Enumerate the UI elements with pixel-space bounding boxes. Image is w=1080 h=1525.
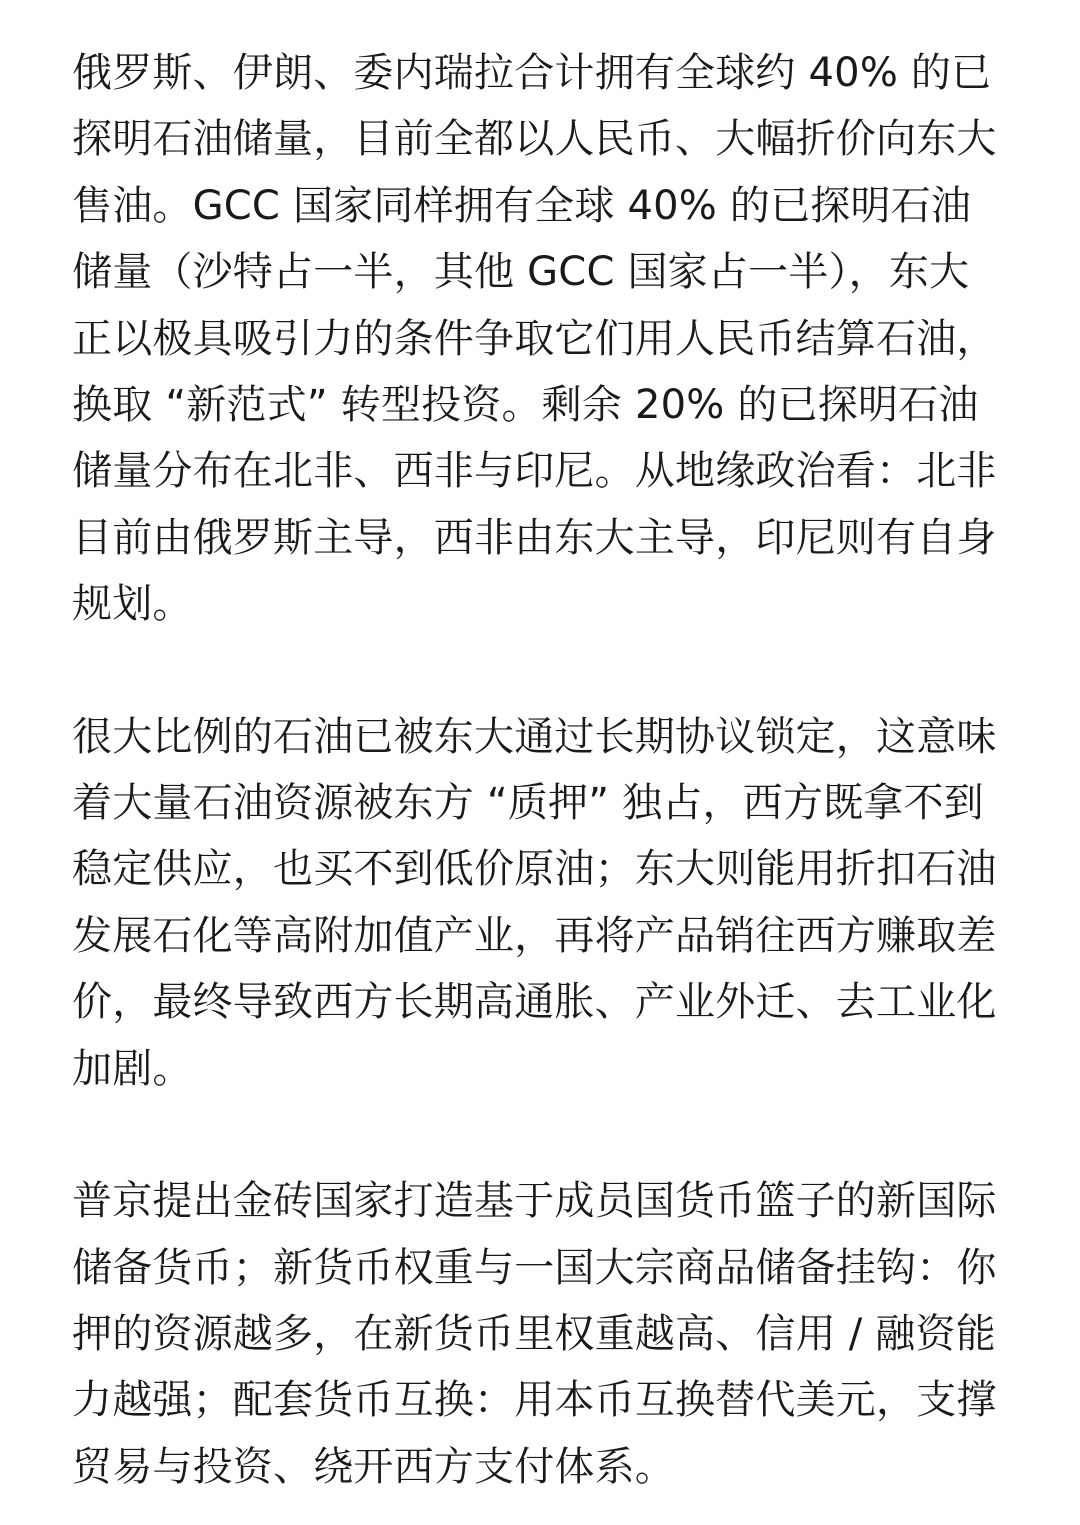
- paragraph-oil-reserves: 俄罗斯、伊朗、委内瑞拉合计拥有全球约 40% 的已探明石油储量，目前全都以人民币、大幅折价向东大售油。GCC 国家同样拥有全球 40% 的已探明石油储量（沙特占一半，其他 GCC 国家占一半），东大正以极具吸引力的条件争取它们用人民币结算石油，换取 “新范式” 转型投资。剩余 20% 的已探明石油储量分布在北非、西非与印尼。从地缘政治看：北非目前由俄罗斯主导，西非由东大主导，印尼则有自身规划。: [72, 50, 997, 628]
- article-body: [72, 40, 1008, 1500]
- paragraph-long-term-agreements: 很大比例的石油已被东大通过长期协议锁定，这意味着大量石油资源被东方 “质押” 独占，西方既拿不到稳定供应，也买不到低价原油；东大则能用折扣石油发展石化等高附加值产业，再将产品销往西方赚取差价，最终导致西方长期高通胀、产业外迁、去工业化加剧。: [72, 713, 997, 1092]
- paragraph-brics-currency: 普京提出金砖国家打造基于成员国货币篮子的新国际储备货币；新货币权重与一国大宗商品储备挂钩：你押的资源越多，在新货币里权重越高、信用 / 融资能力越强；配套货币互换：用本币互换替代美元，支撑贸易与投资、绕开西方支付体系。: [72, 1178, 997, 1490]
